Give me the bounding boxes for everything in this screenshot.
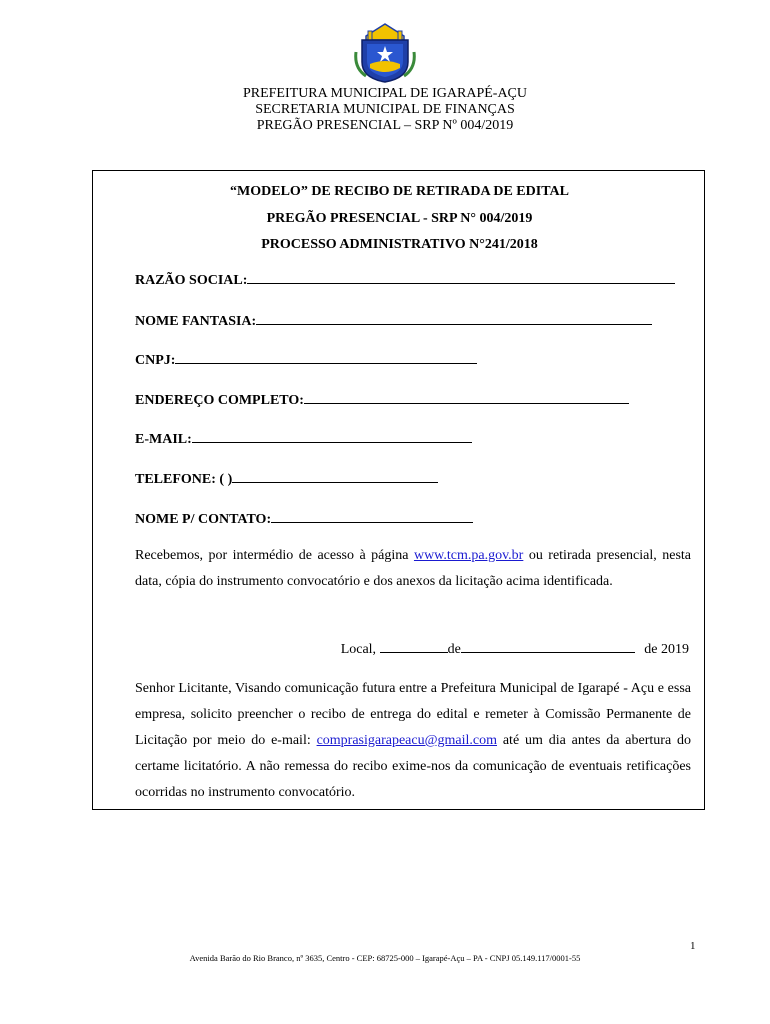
footer-address: Avenida Barão do Rio Branco, nº 3635, Centro - CEP: 68725-000 – Igarapé-Açu – PA - CNPJ 05.149.117/0001-55 bbox=[189, 953, 581, 963]
notice-text: Senhor Licitante, Visando comunicação futura entre a Prefeitura Municipal de Igarapé - Açu e essa empresa, solicito preencher o recibo de entrega do edital e remeter à Comissão Permanente de Licitação por meio do e-mail: bbox=[135, 681, 691, 748]
local-blank[interactable] bbox=[380, 640, 448, 653]
field-nome-contato bbox=[135, 510, 473, 528]
endereco-line[interactable] bbox=[304, 391, 629, 404]
field-label: E-MAIL: bbox=[135, 432, 192, 447]
year-label: de 2019 bbox=[644, 642, 689, 657]
nome-contato-line[interactable] bbox=[271, 510, 473, 523]
email-line[interactable] bbox=[192, 430, 472, 443]
notice-paragraph bbox=[135, 676, 691, 806]
field-label: NOME FANTASIA: bbox=[135, 314, 257, 329]
field-nome-fantasia bbox=[135, 312, 652, 330]
receipt-text-end: ou retirada presencial, nesta data, cópia do instrumento convocatório e dos anexos da licitação acima identificada. bbox=[135, 548, 691, 589]
municipal-coat-of-arms bbox=[354, 22, 416, 84]
notice-text-end: até um dia antes da abertura do certame licitatório. A não remessa do recibo exime-nos da comunicação de eventuais retificações ocorridas no instrumento convocatório. bbox=[135, 733, 691, 800]
razao-social-line[interactable] bbox=[247, 271, 675, 284]
field-label: RAZÃO SOCIAL: bbox=[135, 273, 248, 288]
form-title: “MODELO” DE RECIBO DE RETIRADA DE EDITAL bbox=[230, 184, 569, 199]
form-process-number: PROCESSO ADMINISTRATIVO N°241/2018 bbox=[261, 237, 538, 252]
cnpj-line[interactable] bbox=[175, 351, 477, 364]
date-blank[interactable] bbox=[461, 640, 635, 653]
contact-email-link[interactable]: comprasigarapeacu@gmail.com bbox=[316, 733, 497, 748]
receipt-text: Recebemos, por intermédio de acesso à página bbox=[135, 548, 414, 563]
local-date-line bbox=[341, 640, 689, 658]
field-label: NOME P/ CONTATO: bbox=[135, 512, 272, 527]
header-pregao: PREGÃO PRESENCIAL – SRP Nº 004/2019 bbox=[256, 118, 514, 133]
field-label: CNPJ: bbox=[135, 353, 176, 368]
field-email bbox=[135, 430, 472, 448]
header-secretaria: SECRETARIA MUNICIPAL DE FINANÇAS bbox=[255, 102, 515, 117]
field-telefone bbox=[135, 470, 438, 488]
field-label: ENDEREÇO COMPLETO: bbox=[135, 393, 304, 408]
page-number: 1 bbox=[690, 940, 696, 952]
form-subtitle: PREGÃO PRESENCIAL - SRP N° 004/2019 bbox=[266, 211, 533, 226]
local-label: Local, bbox=[340, 642, 377, 657]
receipt-statement bbox=[135, 543, 691, 595]
nome-fantasia-line[interactable] bbox=[256, 312, 652, 325]
field-label: TELEFONE: ( ) bbox=[135, 472, 233, 487]
telefone-line[interactable] bbox=[232, 470, 438, 483]
header-prefeitura: PREFEITURA MUNICIPAL DE IGARAPÉ-AÇU bbox=[242, 86, 528, 101]
tcm-link[interactable]: www.tcm.pa.gov.br bbox=[413, 548, 524, 563]
field-endereco bbox=[135, 391, 629, 409]
receipt-form-box bbox=[92, 170, 705, 810]
de-label: de bbox=[447, 642, 461, 657]
field-cnpj bbox=[135, 351, 477, 369]
field-razao-social bbox=[135, 271, 675, 289]
